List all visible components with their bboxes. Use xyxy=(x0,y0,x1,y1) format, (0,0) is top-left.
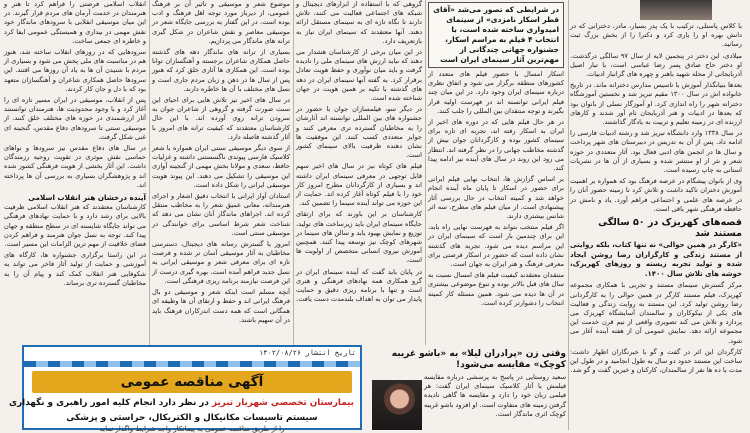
column-4-paragraph: موضوع شعر و موسیقی و تاثیر آن بر فرهنگ عمومی، از دیرباز مورد توجه اهل فرهنگ و ادب بوده است. در این گفتار به بررسی جایگاه شعر در موسیقی معاصر و نقش شاعران در شکل گیری ترانه های ماندگار می پردازیم. xyxy=(152,0,290,45)
column-4-paragraph: امروز با گسترش رسانه های دیجیتال، دسترسی مخاطبان به آثار موسیقی آسان تر شده و فرصت تازه ای برای معرفی شعر و موسیقی ایرانی به نسل جدید فراهم آمده است. بهره گیری درست از این فرصت نیازمند برنامه ریزی فرهنگی است. xyxy=(152,240,290,285)
ad-body-line xyxy=(9,398,354,408)
column-3-paragraph: در دیگر سو، فیلمسازان جوان با حضور در جشنواره های بین المللی توانسته اند آثارشان را به مخاطبان گسترده تری معرفی کنند و جوایز متعددی کسب کنند. این موفقیت ها نشان دهنده ظرفیت بالای سینمای کشور است. xyxy=(296,105,422,160)
column-3 xyxy=(296,0,422,345)
column-2-paragraph: در هر حال فیلم هایی که در دوره های اخیر از ایران به اسکار رفته اند، تجربه ای تازه برای سینمای کشور بوده و کارگردانان جوان بیش از گذشته مخاطب جهانی را در نظر گرفته اند. انتظار می رود این روند در سال های آینده نیز ادامه پیدا کند. xyxy=(428,118,564,173)
column-4-paragraph: در سال های اخیر نیز تلاش هایی برای احیای این سنت صورت گرفته و گروهی از شاعران جوان به سرودن ترانه روی آورده اند. با این حال کارشناسان معتقدند که کیفیت ترانه های امروز با آثار گذشته فاصله دارد. xyxy=(152,96,290,141)
column-4-paragraph: از سوی دیگر موسیقی سنتی ایران همواره با شعر کلاسیک فارسی پیوندی ناگسستنی داشته و غزلیات حافظ، سعدی و مولانا بخش مهمی از گنجینه آوازی این موسیقی را تشکیل می دهند. این پیوند هویت موسیقی ایرانی را شکل داده است. xyxy=(152,144,290,189)
column-5-paragraph: سرودهایی که در روزهای انقلاب ساخته شد، هنوز هم در مناسبت های ملی پخش می شود و بسیاری از مردم با شنیدن آن ها به یاد آن روزها می افتند. این سرودها حاصل همکاری شاعران و آهنگسازان متعهد بود که با دل و جان کار کردند. xyxy=(4,48,146,93)
column-2-paragraph: منتقدان معتقدند کیفیت فیلم های امسال نسبت به سال های قبل بالاتر بوده و تنوع موضوعی بیشتری در آن ها دیده می شود. همین مسئله کار کمیته انتخاب را دشوارتر کرده است. xyxy=(428,271,564,307)
column-4-paragraph: استادان آواز ایرانی با انتخاب دقیق اشعار و اجرای هنرمندانه، معانی عمیق شعر را به مخاطب منتقل کرده اند. اجراهای ماندگار آنان نشان می دهد که شناخت شعر شرط اساسی برای خوانندگی در موسیقی سنتی است. xyxy=(152,192,290,237)
publish-date: تاریخ انتشار ۱۴۰۲/۰۸/۲۶ xyxy=(259,349,356,357)
ad-title: آگهی مناقصه عمومی xyxy=(32,371,352,393)
column-3-paragraph: کارشناسان بر این باورند که برای ارتقای جایگاه سینمای ایران باید زیرساخت های تولید، توزیع و نمایش بهبود یابد و سالن های سینما در شهرهای کوچک نیز توسعه پیدا کنند. همچنین آموزش نیروی انسانی متخصص از اولویت ها است. xyxy=(296,210,422,265)
ad-body-text: در نظر دارد انجام کلیه امور راهبری و نگهداری xyxy=(9,398,209,408)
column-1-paragraph: با کلاس پاستلی، ترکیب با یک پدر بسیار، مادر، دخترانی که در دانش بهره او را یاری کرد و دکترا را از بخش بزرگ ثبت رسانید. xyxy=(570,22,742,49)
article-headline-oscar: در شرایطی که تصور می‌شد «آقای قطر اسکار نامزدی» از سینمای امیدواری ساخته شده است، با انتخاب ۴ فیلم به مراسم اسکار، جشنواره جهانی چندگانی از مهم‌ترین آثار سینمای ایران است xyxy=(428,2,564,68)
column-3-paragraph: در این میان برخی از کارشناسان هشدار می دهند که نباید ارزش های سینمای ملی را نادیده گرفت و باید میان نوآوری و حفظ هویت تعادل برقرار کرد. به گفته آنها سینمای ایران در دهه های گذشته با تکیه بر همین هویت در جهان شناخته شده است. xyxy=(296,48,422,103)
column-5-paragraph: پس از انقلاب، موسیقی در ایران مسیر تازه ای را آغاز کرد و با وجود محدودیت ها، هنرمندان توانستند آثار ارزشمندی در حوزه های مختلف خلق کنند. از موسیقی سنتی تا سرودهای دفاع مقدس، گنجینه ای غنی شکل گرفت. xyxy=(4,96,146,141)
column-5 xyxy=(4,0,146,345)
column-1-paragraph: در سال ۱۳۳۸ وارد دانشگاه تبریز شد و رشته ادبیات فارسی را ادامه داد. پس از آن به تدریس در دبیرستان های شهر پرداخت و سال ها در انجمن های ادبی فعال بود. آثار متعددی در حوزه شعر و نثر از او منتشر شده و بسیاری از آن ها در نشریات استانی به چاپ رسیده است. xyxy=(570,129,743,175)
column-3-paragraph: در پایان باید گفت که آینده سینمای ایران در گرو همکاری همه نهادهای فرهنگی و هنری است و تنها با برنامه ریزی دقیق و حمایت پایدار می توان به اهداف بلندمدت دست یافت. xyxy=(296,267,422,304)
column-1-paragraph: بعدها بنیانگذار آموزش با تاسیس مدارس دخترانه ماند. در تاریخ خانواده اش در سال ۱۳۰۰ مقیم تبریز شد و نخستین آموزشگاه دخترانه شهر را راه اندازی کرد. او آموزگار نسلی از بانوان بود که بعدها در ادبیات و هنر آذربایجان نام آور شدند و کارهای ارزنده ای در زمینه تعلیم و تربیت به یادگار گذاشتند. xyxy=(570,81,742,127)
column-divider xyxy=(568,0,569,430)
column-5-paragraph: کارشناسان معتقدند که هنر انقلاب اسلامی ظرفیت بالایی برای رشد دارد و با حمایت نهادهای فرهنگی می تواند جایگاه شایسته ای در سطح منطقه و جهان پیدا کند. توجه به نسل جوان هنرمند و فراهم کردن فضای خلاقیت از مهم ترین الزامات این مسیر است. xyxy=(4,203,146,249)
bottom-article-paragraph: سعید روستایی در پاسخ به پرسشی درباره مقایسه فیلمش با آثار کلاسیک سینمای ایران گفت: هر فیلمی زبان خود را دارد و مقایسه ها گاهی نادیده گرفتن زمینه های متفاوت است. او افزود باشو غریبه کوچک اثری ماندگار است. xyxy=(424,373,566,418)
column-3-paragraph: فیلم های کوتاه نیز در سال های اخیر سهم قابل توجهی در معرفی سینمای ایران داشته اند و بسیاری از کارگردانان مطرح امروز کار خود را با فیلم کوتاه آغاز کرده اند. حمایت از این حوزه می تواند آینده سینما را تضمین کند. xyxy=(296,162,422,208)
column-5-paragraph: در این راستا برگزاری جشنواره ها، کارگاه های آموزشی و حمایت از تولید آثار فاخر می تواند به شکوفایی هنر انقلاب کمک کند و پیام آن را به مخاطبان گسترده تری برساند. xyxy=(4,251,146,287)
tender-advertisement xyxy=(9,345,362,433)
section-subheading: آینده درخشان هنر انقلاب اسلامی xyxy=(28,193,146,203)
column-1 xyxy=(570,0,742,430)
article-headline-leila-brothers: وقتی زن «پرادران لیلا» به «باشو غریبه کوچک» مقایسه می‌شود! xyxy=(391,349,566,370)
column-5-paragraph: انقلاب اسلامی فرصتی را فراهم کرد تا هنر و هنرمندان در خدمت آرمان های مردم قرار گیرند. در این میان موسیقی انقلابی با سرودهای ماندگار خود نقش مهمی در بیداری و همبستگی عمومی ایفا کرد و خاطره ای جمعی ساخت. xyxy=(4,0,146,45)
article-lead: «کارگر در همین حوالی» نه تنها کتاب، بلکه روایتی از مستند زندگی و کارگزاران رضا روشن ایجاد شده و تولید تجربه زیسته و روزهای کهریزک، خوشه های تلاش سال ۱۴۰۰. xyxy=(570,241,742,278)
column-2-paragraph: بر اساس گزارش ها، انتخاب نهایی فیلم ایرانی برای حضور در اسکار تا پایان ماه آینده انجام خواهد شد و کمیته انتخاب در حال بررسی آثار پیشنهادی است. از میان فیلم های مطرح، سه اثر شانس بیشتری دارند. xyxy=(428,175,564,221)
column-divider xyxy=(293,0,294,345)
column-divider xyxy=(149,0,150,345)
article-headline-kahrizak: قصه‌های کهریزک در ۵۰ سالگی مستند شد xyxy=(598,217,742,240)
column-1-paragraph: کارگردان این اثر در گفت و گو با خبرنگاران اظهار داشت: ساخت این مستند حدود دو سال به طول انجامید و در طول این مدت با ده ها نفر از سالمندان، کارکنان و خیرین گفت و گو شد. xyxy=(570,347,742,375)
column-divider xyxy=(425,0,426,345)
ad-decorative-band xyxy=(24,361,360,367)
column-2-paragraph: اگر فیلم منتخب بتواند به فهرست نهایی راه یابد، این برای چندمین بار است که سینمای ایران در این مراسم دیده می شود. تجربه های گذشته نشان داده است که حضور در اسکار فرصتی برای معرفی فرهنگ و هنر ایران به جهان است. xyxy=(428,223,564,269)
column-1-paragraph: میلادی، این دختر در پنجمین لایه از سال ۹۷ سالگی درگذشت. او دختر حاج صادق پسر رضا عباسی است، با تبار اصیل آذربایجانی از محله شهید باهنر و چهره های گرانبار ادبیات. xyxy=(570,51,742,79)
ad-body-line: سیستم تاسیسات مکانیکال و الکتریکال، حراستی و پزشکی xyxy=(66,413,318,423)
column-1-paragraph: مرکز گسترش سینمای مستند و تجربی با همکاری مجموعه کهریزک، فیلم مستند کارگر در همین حوالی را به کارگردانی رضا روشن تولید کرد. این مستند به روایت زندگی و فعالیت های یکی از نیکوکاران و سالمندان آسایشگاه کهریزک می پردازد و تلاش می کند تصویری واقعی از نیم قرن خدمت این مجموعه ارائه دهد. نمایش عمومی آن از هفته آینده آغاز می شود. xyxy=(570,281,742,345)
column-1-paragraph: وی از بانوان پیشگام در عرصه فرهنگ بود که همواره بر اهمیت آموزش دختران تاکید داشت و تلاش کرد تا زمینه حضور آنان را در عرصه های علمی و اجتماعی فراهم آورد. یاد و نامش در حافظه فرهنگی شهر باقی است. xyxy=(570,177,742,213)
column-4-paragraph: آنچه مسلم است اینکه شعر و موسیقی دو بال فرهنگ ایرانی اند و حفظ و ارتقای آن ها وظیفه ای همگانی است که همه دست اندرکاران فرهنگ باید در آن سهیم باشند. xyxy=(152,288,290,324)
column-4-paragraph: بسیاری از ترانه های ماندگار دهه های گذشته حاصل همکاری شاعران برجسته و آهنگسازان توانا بوده است. این همکاری ها آثاری خلق کرد که هنوز پس از سال ها در ذهن و زبان مردم جاری است و نسل های مختلف با آن ها خاطره دارند. xyxy=(152,48,290,93)
column-5-paragraph: در سال های دفاع مقدس نیز سرودها و نواهای حماسی نقش موثری در تقویت روحیه رزمندگان داشت. این آثار بخشی از هویت فرهنگی کشور شده اند و پژوهشگران بسیاری به بررسی آن ها پرداخته اند. xyxy=(4,144,146,189)
actor-photo xyxy=(372,380,422,430)
hospital-name: بیمارستان تخصصی شهریار تبریز xyxy=(211,398,354,408)
ad-body-line: را از طریق مناقصه عمومی به پیمانکار واجد شرایط واگذار نماید xyxy=(99,425,285,433)
column-3-paragraph: گروهی که با استفاده از ابزارهای دیجیتال و شبکه های اجتماعی فعالیت می کنند، تلاش دارند تا نگاه تازه ای به سینمای مستقل ارائه دهند. آنها معتقدند که سینمای ایران نیاز به بازتعریف دارد. xyxy=(296,0,422,45)
column-2-paragraph: اسکار امسال با حضور فیلم های متعدد از کشورهای منطقه برگزار می شود و اتفاق نظری درباره سینمای ایران وجود دارد. در این میان چند فیلم ایرانی توانسته اند در فهرست اولیه قرار بگیرند و توجه منتقدان بین المللی را جلب کنند. xyxy=(428,70,564,115)
column-4 xyxy=(152,0,290,345)
